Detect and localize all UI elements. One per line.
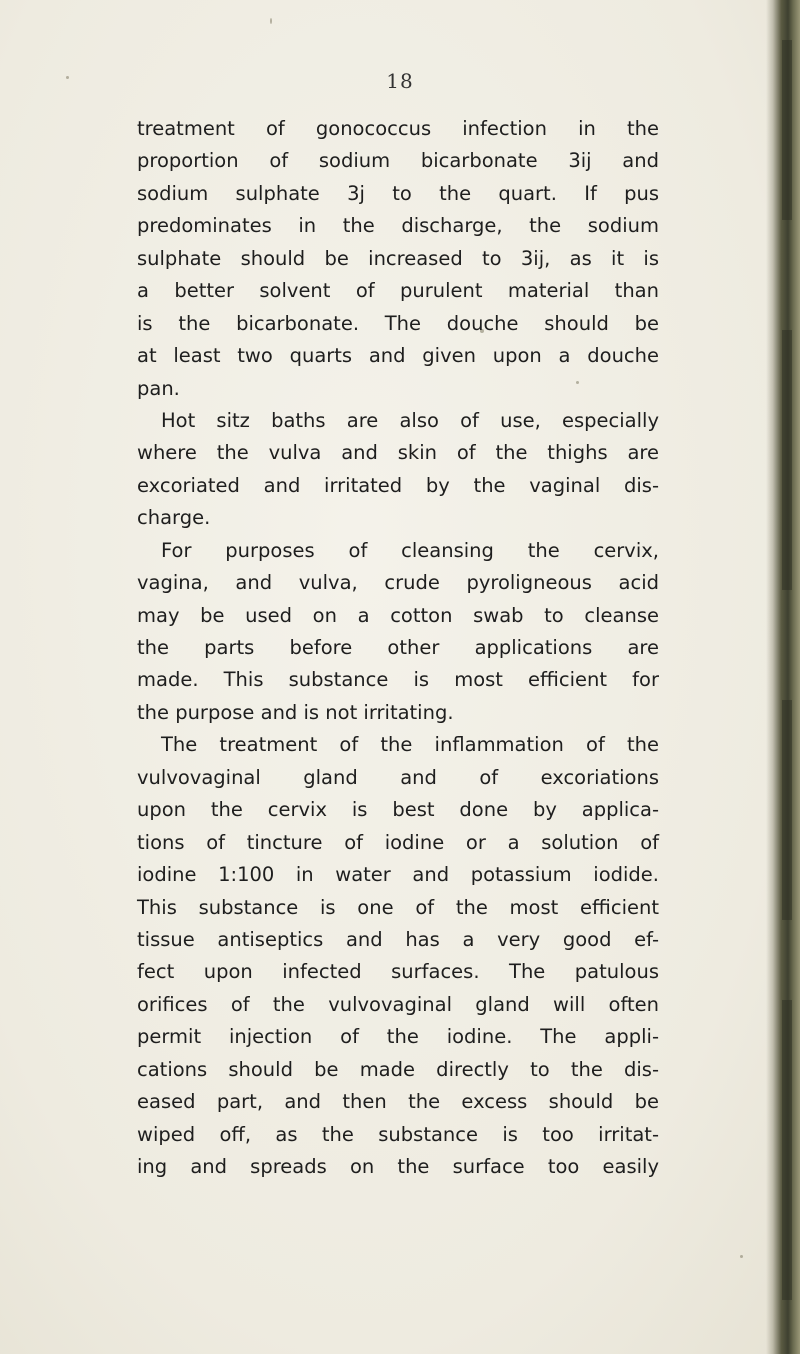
text-line: permit injection of the iodine. The appli- — [137, 1025, 659, 1049]
text-line: excoriated and irritated by the vaginal dis- — [137, 473, 659, 497]
paper-speck — [66, 76, 69, 79]
text-line: may be used on a cotton swab to cleanse — [137, 603, 659, 627]
text-line: proportion of sodium bicarbonate 3ij and — [137, 149, 659, 173]
text-line: treatment of gonococcus infection in the — [137, 117, 659, 140]
text-line: tissue antiseptics and has a very good ef- — [137, 927, 659, 951]
text-line: made. This substance is most efficient for — [137, 668, 659, 692]
text-line: vagina, and vulva, crude pyroligneous acid — [137, 571, 659, 595]
text-line: where the vulva and skin of the thighs are — [137, 441, 659, 465]
text-line: orifices of the vulvovaginal gland will often — [137, 992, 659, 1016]
text-line: ing and spreads on the surface too easily — [137, 1155, 659, 1178]
text-line: vulvovaginal gland and of excoriations — [137, 765, 659, 789]
text-line: For purposes of cleansing the cervix, — [161, 538, 659, 562]
binding-edge-shadow — [766, 0, 800, 1354]
edge-streak — [782, 700, 792, 920]
edge-streak — [782, 1000, 792, 1300]
text-line: predominates in the discharge, the sodium — [137, 214, 659, 238]
text-line: charge. — [137, 506, 211, 530]
text-line: the purpose and is not irritating. — [137, 700, 454, 724]
text-line: the parts before other applications are — [137, 636, 659, 659]
edge-streak — [782, 330, 792, 590]
text-line: iodine 1:100 in water and potassium iodide. — [137, 863, 659, 887]
text-line: Hot sitz baths are also of use, especially — [161, 408, 659, 432]
text-line: tions of tincture of iodine or a solution of — [137, 830, 659, 854]
text-line: sulphate should be increased to 3ij, as it is — [137, 246, 659, 270]
paper-speck — [740, 1255, 743, 1258]
text-line: at least two quarts and given upon a douche — [137, 344, 659, 368]
edge-streak — [782, 40, 792, 220]
text-line: upon the cervix is best done by applica- — [137, 798, 659, 822]
body-text — [137, 113, 659, 1183]
text-line: is the bicarbonate. The douche should be — [137, 311, 659, 335]
page-number: 18 — [386, 69, 414, 93]
text-line: The treatment of the inflammation of the — [161, 733, 659, 757]
text-line: eased part, and then the excess should be — [137, 1090, 659, 1114]
text-line: fect upon infected surfaces. The patulous — [137, 960, 659, 984]
text-line: cations should be made directly to the dis- — [137, 1057, 659, 1081]
text-line: sodium sulphate 3j to the quart. If pus — [137, 181, 659, 205]
text-line: a better solvent of purulent material than — [137, 279, 659, 303]
paper-speck — [270, 18, 272, 24]
text-line: wiped off, as the substance is too irritat- — [137, 1122, 659, 1146]
text-line: This substance is one of the most efficient — [137, 895, 659, 919]
text-line: pan. — [137, 376, 180, 400]
